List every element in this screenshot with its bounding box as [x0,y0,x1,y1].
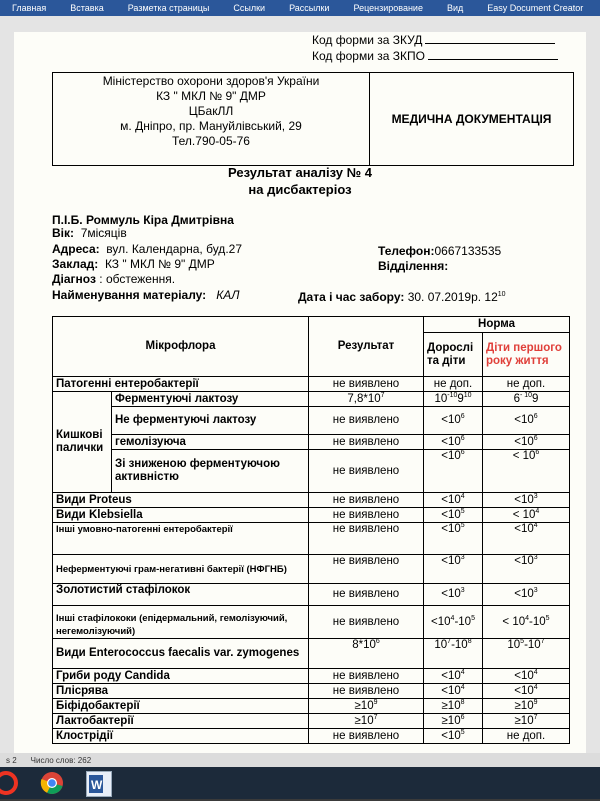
status-bar [0,753,600,767]
table-row: Інші стафілококи (епідермальний, гемолізуючий, негемолізуючий) не виявлено $<10^4-10^5$ < $10^4-10^5$ [53,606,570,639]
table-row: Біфідобактерії $\ge 10^9$ $\ge 10^8$ $\ge 10^9$ [53,699,570,714]
code-zkpo: Код форми за ЗКПО [312,49,425,63]
header-norm-infant: Діти першого року життя [483,333,570,377]
page-indicator[interactable]: s 2 [6,755,17,765]
chrome-icon[interactable] [40,771,64,795]
word-icon[interactable] [86,771,112,797]
sampling-date: 30. 07.2019р. 12 [407,290,498,304]
table-row: Гриби роду Candida не виявлено $<10^4$ $<10^4$ [53,669,570,684]
word-count[interactable]: Число слов: 262 [30,755,92,765]
opera-icon[interactable] [0,771,18,795]
group-ecoli: Кишкові палички [53,392,112,493]
tab-home[interactable]: Главная [12,3,47,13]
lab-name: ЦБакЛЛ [188,104,234,118]
sampling-date-line: Дата і час забору: 30. 07.2019р. $12^{10}$ [298,290,506,304]
patient-phone: 0667133535 [434,244,502,258]
phone-line: Телефон:0667133535 [378,244,502,258]
tab-review[interactable]: Рецензирование [353,3,423,13]
taskbar [0,767,600,799]
tab-references[interactable]: Ссылки [233,3,266,13]
diagnosis-line: Діагноз : обстеження. [52,272,176,286]
results-table [52,316,570,744]
tab-layout[interactable]: Разметка страницы [127,3,210,13]
patient-name: Роммуль Кіра Дмитрівна [85,213,234,227]
report-title: Результат аналізу № 4 [228,165,372,180]
age-line: Вік: 7місяців [52,226,127,240]
table-row: Зі зниженою ферментуючою активністю не виявлено $<10^6$ < $10^6$ [53,450,570,493]
table-row: Кишкові палички Ферментуючі лактозу $7,8*10^7$ $10^{-10}9^{10}$ $6^{- 10}9$ [53,392,570,407]
header-norm: Норма [424,317,570,333]
table-row: Клострідії не виявлено $<10^5$ не доп. [53,729,570,744]
diagnosis: : обстеження. [99,272,176,286]
code-zkud: Код форми за ЗКУД [312,33,423,47]
department-line: Відділення: [378,259,449,273]
tab-easy-document-creator[interactable]: Easy Document Creator [487,3,584,13]
header-microflora: Мікрофлора [53,317,309,377]
table-row: Не ферментуючі лактозу не виявлено $<10^6$ $<10^6$ [53,407,570,435]
med-doc-label: МЕДИЧНА ДОКУМЕНТАЦІЯ [391,112,552,126]
svg-text:W: W [91,778,103,792]
material: КАЛ [216,288,240,302]
patient-name-line: П.І.Б. Роммуль Кіра Дмитрівна [52,213,234,227]
table-row: Плісрява не виявлено $<10^4$ $<10^4$ [53,684,570,699]
report-subtitle: на дисбактеріоз [248,182,352,197]
institution-line: Заклад: КЗ " МКЛ № 9" ДМР [52,257,215,271]
ministry-name: Міністерство охорони здоров'я України [102,74,320,88]
tab-insert[interactable]: Вставка [70,3,104,13]
document-header-box [52,72,574,166]
table-row: Лактобактерії $\ge 10^7$ $\ge 10^6$ $\ge 10^7$ [53,714,570,729]
organization-block [53,73,370,165]
org-phone: Тел.790-05-76 [172,134,250,148]
header-result: Результат [309,317,424,377]
table-row: Золотистий стафілокок не виявлено $<10^3$ $<10^3$ [53,584,570,606]
patient-address: вул. Календарна, буд.27 [106,242,242,256]
table-row: Види Proteus не виявлено $<10^4$ $<10^3$ [53,493,570,508]
tab-view[interactable]: Вид [446,3,464,13]
org-address: м. Дніпро, пр. Мануйлівський, 29 [120,119,302,133]
tab-mailings[interactable]: Рассылки [289,3,330,13]
form-codes [312,32,558,64]
table-row: Неферментуючі грам-негативні бактерії (НФГНБ) не виявлено $<10^3$ $<10^3$ [53,555,570,584]
document-workspace [0,16,600,753]
patient-age: 7місяців [80,226,127,240]
ribbon-tabs [0,0,600,16]
document-page[interactable] [14,32,586,769]
institution: КЗ " МКЛ № 9" ДМР [104,257,215,271]
address-line: Адреса: вул. Календарна, буд.27 [52,242,242,256]
table-row: Інші умовно-патогенні ентеробактерії не виявлено $<10^5$ $<10^4$ [53,523,570,555]
table-row: Види Klebsiella не виявлено $<10^5$ < $10^4$ [53,508,570,523]
table-row: Види Enterococcus faecalis var. zymogenes $8*10^6$ $10^7-10^8$ $10^5-10^7$ [53,639,570,669]
material-line: Найменування матеріалу: КАЛ [52,288,240,302]
hospital-name: КЗ " МКЛ № 9" ДМР [156,89,266,103]
table-row: гемолізуюча не виявлено $<10^6$ $<10^6$ [53,435,570,450]
header-norm-adult: Дорослі та діти [424,333,483,377]
table-row: Патогенні ентеробактерії не виявлено не доп. не доп. [53,377,570,392]
